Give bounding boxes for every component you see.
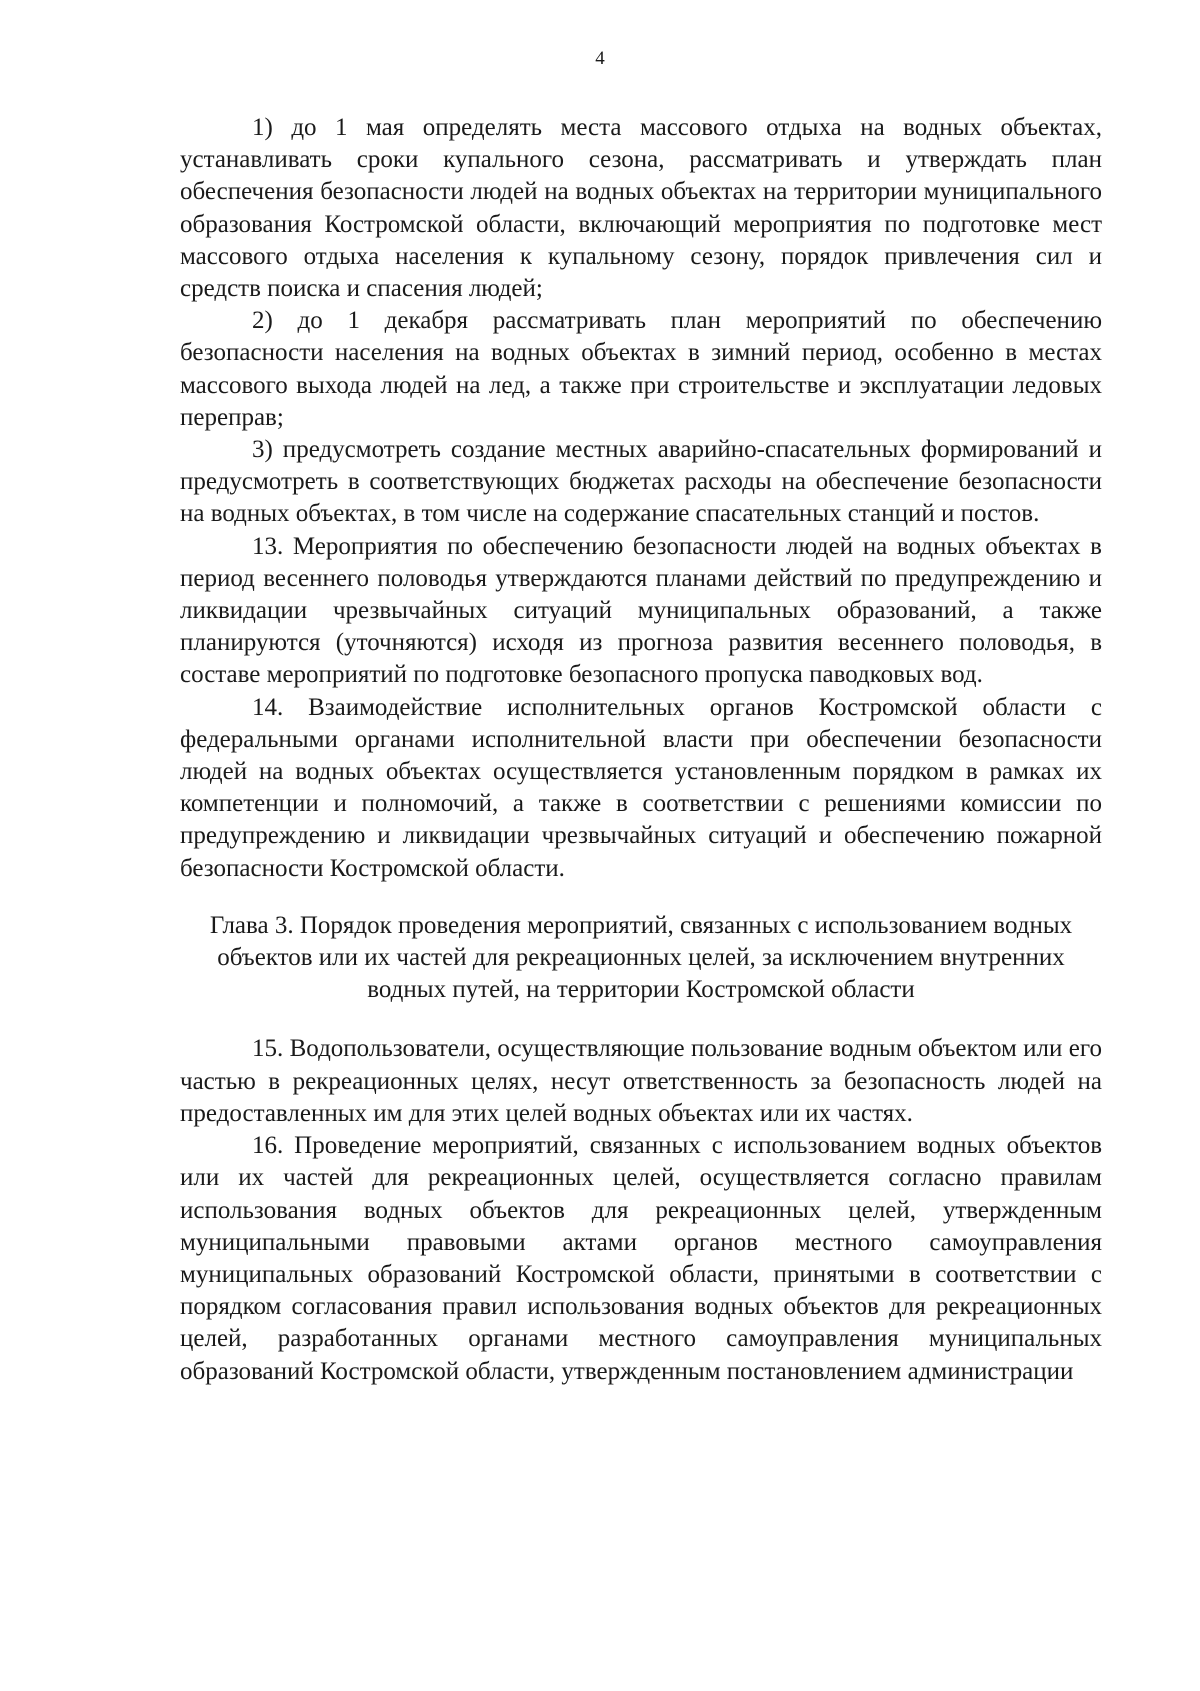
paragraph-16: 16. Проведение мероприятий, связанных с использованием водных объектов или их частей для рекреационных целей, осуществляется согласно правилам использования водных объектов для рекреационных целей, утвержденным муниципальными правовыми актами органов местного самоуправления муниципальных образований Костромской области, принятыми в соответствии с порядком согласования правил использования водных объектов для рекреационных целей, разработанных органами местного самоуправления муниципальных образований Костромской области, утвержденным постановлением администрации (180, 1132, 1102, 1385)
paragraph-14: 14. Взаимодействие исполнительных органов Костромской области с федеральными органами исполнительной власти при обеспечении безопасности людей на водных объектах осуществляется установленным порядком в рамках их компетенции и полномочий, а также в соответствии с решениями комиссии по предупреждению и ликвидации чрезвычайных ситуаций и обеспечению пожарной безопасности Костромской области. (180, 693, 1102, 882)
paragraph-item-1: 1) до 1 мая определять места массового отдыха на водных объектах, устанавливать сроки купального сезона, рассматривать и утверждать план обеспечения безопасности людей на водных объектах на территории муниципального образования Костромской области, включающий мероприятия по подготовке мест массового отдыха населения к купальному сезону, порядок привлечения сил и средств поиска и спасения людей; (180, 114, 1102, 303)
paragraph-item-2: 2) до 1 декабря рассматривать план мероприятий по обеспечению безопасности населения на водных объектах в зимний период, особенно в местах массового выхода людей на лед, а также при строительстве и эксплуатации ледовых переправ; (180, 307, 1102, 431)
document-body (180, 112, 1102, 1388)
paragraph-item-3: 3) предусмотреть создание местных аварийно-спасательных формирований и предусмотреть в соответствующих бюджетах расходы на обеспечение безопасности на водных объектах, в том числе на содержание спасательных станций и постов. (180, 436, 1102, 528)
paragraph-13: 13. Мероприятия по обеспечению безопасности людей на водных объектах в период весеннего половодья утверждаются планами действий по предупреждению и ликвидации чрезвычайных ситуаций муниципальных образований, а также планируются (уточняются) исходя из прогноза развития весеннего половодья, в составе мероприятий по подготовке безопасного пропуска паводковых вод. (180, 532, 1102, 689)
paragraph-15: 15. Водопользователи, осуществляющие пользование водным объектом или его частью в рекреационных целях, несут ответственность за безопасность людей на предоставленных им для этих целей водных объектах или их частях. (180, 1035, 1102, 1127)
page-number: 4 (595, 48, 605, 69)
chapter-3-heading: Глава 3. Порядок проведения мероприятий, связанных с использованием водных объектов или их частей для рекреационных целей, за исключением внутренних водных путей, на территории Костромской области (209, 911, 1073, 1004)
